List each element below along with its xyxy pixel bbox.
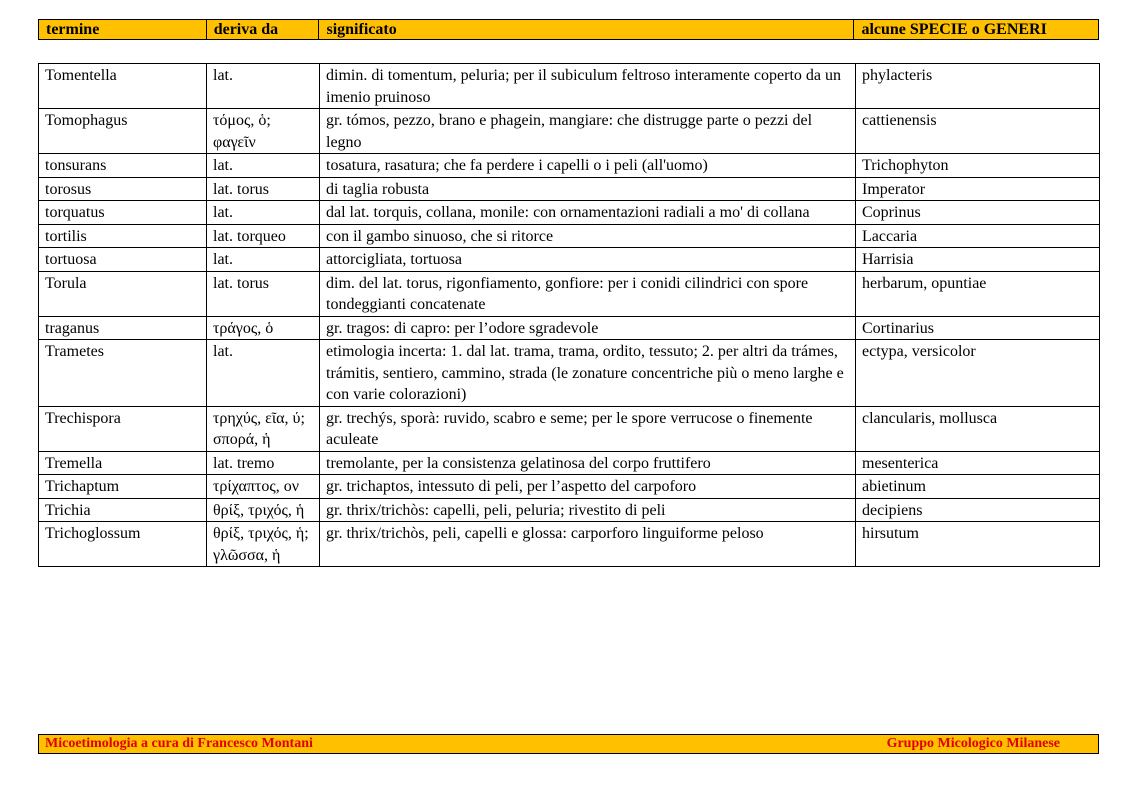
cell-deriva: lat. torus — [207, 271, 320, 316]
header-deriva-da: deriva da — [207, 20, 320, 39]
cell-significato: tremolante, per la consistenza gelatinosa del corpo fruttifero — [320, 451, 856, 475]
cell-deriva: lat. — [207, 64, 320, 109]
cell-termine: Tomentella — [39, 64, 207, 109]
cell-termine: Trametes — [39, 340, 207, 407]
cell-deriva: lat. tremo — [207, 451, 320, 475]
table-row — [39, 177, 1100, 201]
table-row — [39, 498, 1100, 522]
table-row — [39, 224, 1100, 248]
cell-deriva: lat. — [207, 248, 320, 272]
cell-specie: cattienensis — [856, 109, 1100, 154]
cell-significato: attorcigliata, tortuosa — [320, 248, 856, 272]
header-specie-generi: alcune SPECIE o GENERI — [861, 21, 1047, 38]
cell-specie: Harrisia — [856, 248, 1100, 272]
table-row — [39, 406, 1100, 451]
cell-termine: Trechispora — [39, 406, 207, 451]
cell-termine: torosus — [39, 177, 207, 201]
table-row — [39, 522, 1100, 567]
cell-termine: Trichaptum — [39, 475, 207, 499]
table-row — [39, 109, 1100, 154]
cell-specie: decipiens — [856, 498, 1100, 522]
table-row — [39, 271, 1100, 316]
cell-deriva: τρηχύς, εῖα, ύ; σπορά, ἡ — [207, 406, 320, 451]
cell-deriva: lat. — [207, 154, 320, 178]
cell-significato: gr. thrix/trichòs: capelli, peli, peluria; rivestito di peli — [320, 498, 856, 522]
cell-significato: dal lat. torquis, collana, monile: con ornamentazioni radiali a mo' di collana — [320, 201, 856, 225]
table-row — [39, 316, 1100, 340]
cell-deriva: θρίξ, τριχός, ἡ; γλῶσσα, ἡ — [207, 522, 320, 567]
cell-significato: gr. tragos: di capro: per l’odore sgradevole — [320, 316, 856, 340]
table-row — [39, 451, 1100, 475]
cell-termine: traganus — [39, 316, 207, 340]
table-row — [39, 201, 1100, 225]
table-row — [39, 64, 1100, 109]
table-row — [39, 475, 1100, 499]
cell-termine: Trichoglossum — [39, 522, 207, 567]
cell-deriva: τράγος, ὁ — [207, 316, 320, 340]
cell-specie: ectypa, versicolor — [856, 340, 1100, 407]
cell-specie: phylacteris — [856, 64, 1100, 109]
footer-organization: Gruppo Micologico Milanese — [886, 736, 1060, 751]
cell-termine: tortuosa — [39, 248, 207, 272]
cell-deriva: lat. — [207, 340, 320, 407]
cell-deriva: τρίχαπτος, ον — [207, 475, 320, 499]
header-significato: significato — [319, 20, 854, 39]
glossary-table — [38, 63, 1100, 567]
cell-specie: abietinum — [856, 475, 1100, 499]
table-row — [39, 340, 1100, 407]
cell-specie: Laccaria — [856, 224, 1100, 248]
cell-deriva: lat. torus — [207, 177, 320, 201]
cell-significato: con il gambo sinuoso, che si ritorce — [320, 224, 856, 248]
cell-significato: gr. trichaptos, intessuto di peli, per l’aspetto del carpoforo — [320, 475, 856, 499]
cell-deriva: τόμος, ὁ; φαγεῖν — [207, 109, 320, 154]
table-row — [39, 248, 1100, 272]
cell-specie: mesenterica — [856, 451, 1100, 475]
header-termine: termine — [39, 20, 207, 39]
page-footer — [38, 734, 1099, 754]
footer-author: Micoetimologia a cura di Francesco Montani — [45, 736, 313, 751]
cell-specie: Imperator — [856, 177, 1100, 201]
cell-significato: dim. del lat. torus, rigonfiamento, gonfiore: per i conidi cilindrici con spore tondeggianti concatenate — [320, 271, 856, 316]
cell-significato: etimologia incerta: 1. dal lat. trama, trama, ordito, tessuto; 2. per altri da trámes, trámitis, sentiero, cammino, strada (le zonature concentriche più o meno larghe e con varie colorazioni) — [320, 340, 856, 407]
cell-deriva: lat. torqueo — [207, 224, 320, 248]
cell-significato: gr. trechýs, sporà: ruvido, scabro e seme; per le spore verrucose o finemente aculeate — [320, 406, 856, 451]
cell-significato: dimin. di tomentum, peluria; per il subiculum feltroso interamente coperto da un imenio pruinoso — [320, 64, 856, 109]
cell-significato: di taglia robusta — [320, 177, 856, 201]
cell-significato: tosatura, rasatura; che fa perdere i capelli o i peli (all'uomo) — [320, 154, 856, 178]
cell-significato: gr. thrix/trichòs, peli, capelli e glossa: carporforo linguiforme peloso — [320, 522, 856, 567]
table-header-bar — [38, 19, 1099, 40]
cell-specie: Trichophyton — [856, 154, 1100, 178]
cell-termine: torquatus — [39, 201, 207, 225]
cell-termine: Trichia — [39, 498, 207, 522]
cell-significato: gr. tómos, pezzo, brano e phagein, mangiare: che distrugge parte o pezzi del legno — [320, 109, 856, 154]
cell-deriva: lat. — [207, 201, 320, 225]
cell-deriva: θρίξ, τριχός, ἡ — [207, 498, 320, 522]
cell-termine: Torula — [39, 271, 207, 316]
cell-specie: clancularis, mollusca — [856, 406, 1100, 451]
cell-termine: tonsurans — [39, 154, 207, 178]
cell-specie: Coprinus — [856, 201, 1100, 225]
cell-termine: Tomophagus — [39, 109, 207, 154]
cell-termine: tortilis — [39, 224, 207, 248]
cell-specie: hirsutum — [856, 522, 1100, 567]
cell-specie: herbarum, opuntiae — [856, 271, 1100, 316]
cell-termine: Tremella — [39, 451, 207, 475]
table-row — [39, 154, 1100, 178]
cell-specie: Cortinarius — [856, 316, 1100, 340]
